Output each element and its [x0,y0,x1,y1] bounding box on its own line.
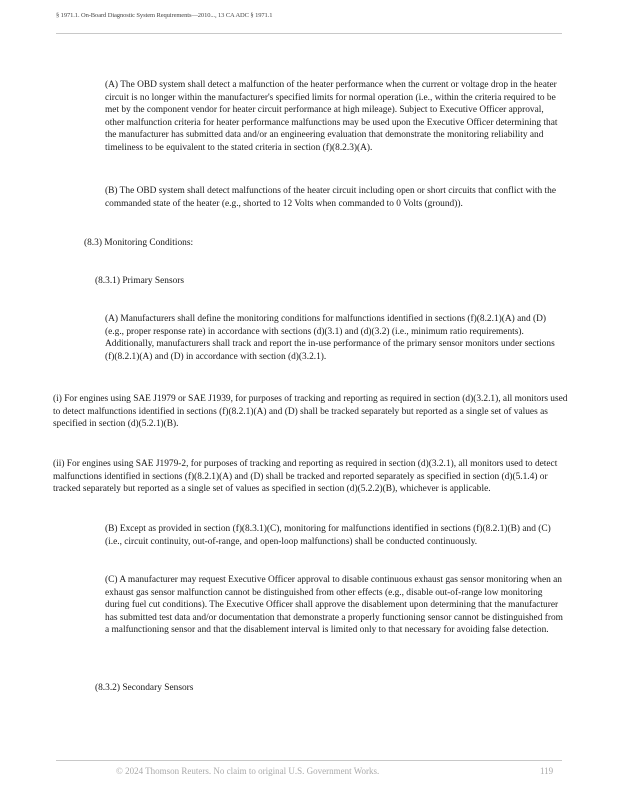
page-number: 119 [540,766,554,776]
running-head: § 1971.1. On-Board Diagnostic System Requirements—2010..., 13 CA ADC § 1971.1 [56,12,273,19]
paragraph-monitoring-conditions-a: (A) Manufacturers shall define the monitoring conditions for malfunctions identified in sections (f)(8.2.1)(A) and (D) (e.g., proper response rate) in accordance with sections (d)(3.1) and (d)(3.2) (i.e., minimum ratio requirements). Additionally, manufacturers shall track and report the in-use performance of the primary sensor monitors under sections (f)(8.2.1)(A) and (D) in accordance with section (d)(3.2.1). [105,314,555,362]
footer-copyright: © 2024 Thomson Reuters. No claim to original U.S. Government Works. [116,766,380,776]
paragraph-disable-monitoring-c: (C) A manufacturer may request Executive Officer approval to disable continuous exhaust gas sensor monitoring when an exhaust gas sensor malfunction cannot be distinguished from other effects (e.g., disable out-of-range low monitoring during fuel cut conditions). The Executive Officer shall approve the disablement upon determining that the manufacturer has submitted test data and/or documentation that demonstrate a properly functioning sensor cannot be distinguished from a malfunctioning sensor and that the disablement interval is limited only to that necessary for avoiding false detection. [105,575,563,635]
paragraph-sae-j1979-2: (ii) For engines using SAE J1979-2, for purposes of tracking and reporting as required in section (d)(3.2.1), all monitors used to detect malfunctions identified in sections (f)(8.2.1)(A) and (D) shall be tracked and reported separately as specified in section (d)(5.1.4) or tracked separately but reported as a single set of values as specified in section (d)(5.2.2)(B), whichever is applicable. [53,459,558,494]
paragraph-heater-performance: (A) The OBD system shall detect a malfunction of the heater performance when the current or voltage drop in the heater circuit is no longer within the manufacturer's specified limits for normal operation (i.e., within the criteria required to be met by the component vendor for heater circuit performance at high mileage). Subject to Executive Officer approval, other malfunction criteria for heater performance malfunctions may be used upon the Executive Officer determining that the manufacturer has submitted data and/or an engineering evaluation that demonstrate the monitoring reliability and timeliness to be equivalent to the stated criteria in section (f)(8.2.3)(A). [105,80,558,153]
footer-divider [56,760,562,761]
header-divider [56,33,562,34]
paragraph-heater-circuit: (B) The OBD system shall detect malfunctions of the heater circuit including open or short circuits that conflict with the commanded state of the heater (e.g., shorted to 12 Volts when commanded to 0 Volts (ground)). [105,186,557,209]
paragraph-sae-j1979: (i) For engines using SAE J1979 or SAE J1939, for purposes of tracking and reporting as required in section (d)(3.2.1), all monitors used to detect malfunctions identified in sections (f)(8.2.1)(A) and (D) shall be tracked separately but reported as a single set of values as specified in section (d)(5.2.1)(B). [53,394,568,429]
section-heading-secondary-sensors: (8.3.2) Secondary Sensors [95,683,194,693]
section-heading-monitoring-conditions: (8.3) Monitoring Conditions: [84,238,194,248]
section-heading-primary-sensors: (8.3.1) Primary Sensors [95,276,185,286]
paragraph-continuous-monitoring-b: (B) Except as provided in section (f)(8.3.1)(C), monitoring for malfunctions identified in sections (f)(8.2.1)(B) and (C) (i.e., circuit continuity, out-of-range, and open-loop malfunctions) shall be conducted continuously. [105,524,551,547]
